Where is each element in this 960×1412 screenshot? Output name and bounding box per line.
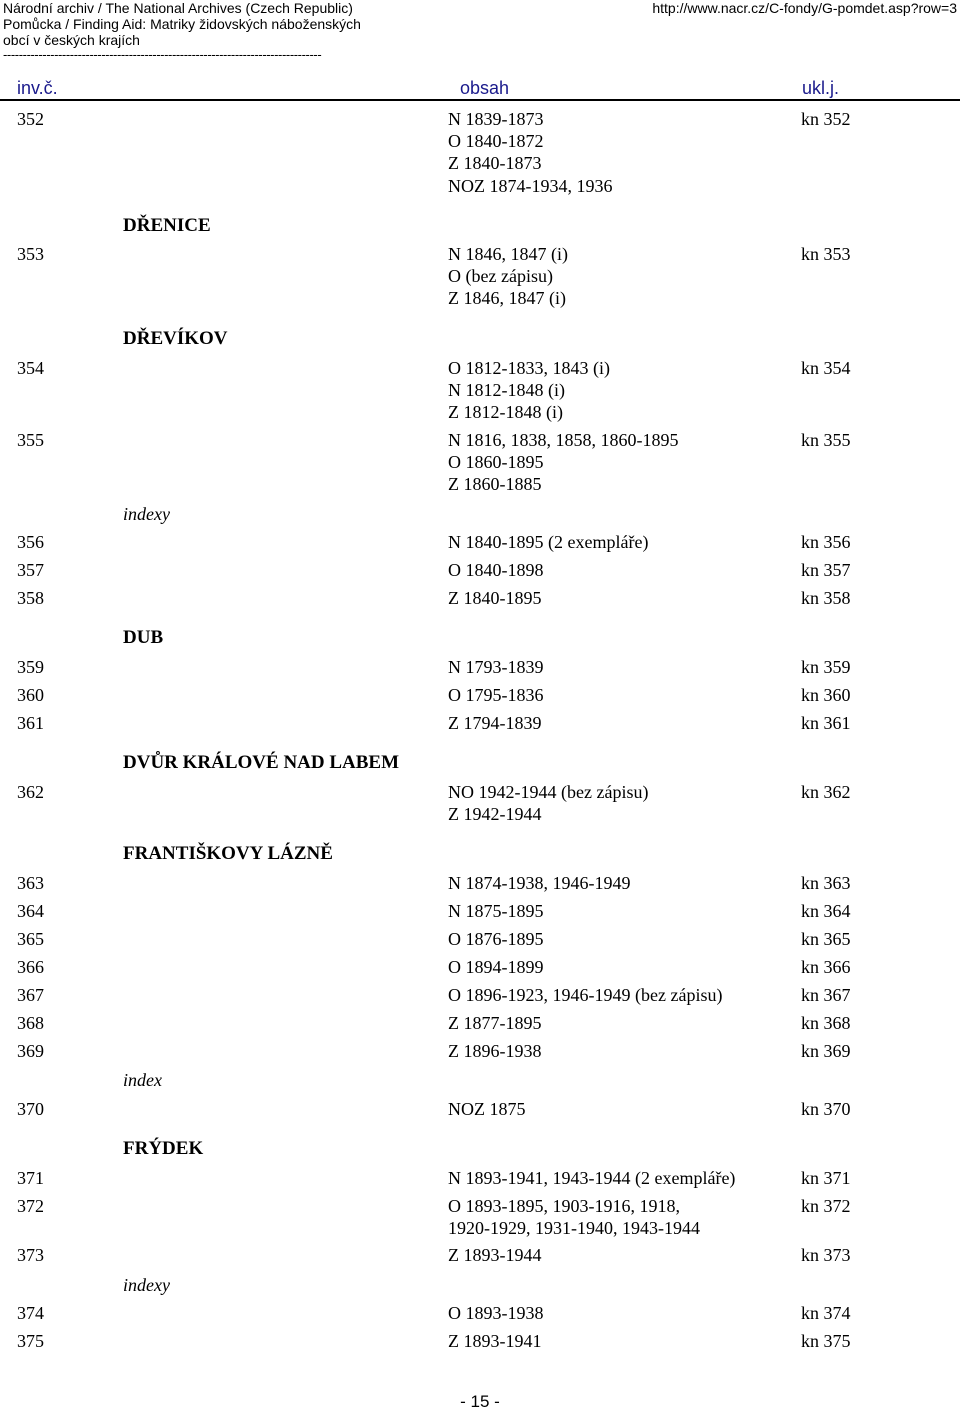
column-header-inv: inv.č.: [17, 78, 58, 98]
storage-unit: kn 364: [801, 901, 851, 921]
storage-unit: kn 354: [801, 358, 851, 378]
content-line: Z 1846, 1847 (i): [448, 288, 566, 308]
storage-unit: kn 355: [801, 430, 851, 450]
content-line: Z 1893-1944: [448, 1245, 542, 1265]
content-line: Z 1840-1873: [448, 153, 542, 173]
inv-number: 355: [17, 430, 44, 450]
inv-number: 366: [17, 957, 44, 977]
storage-unit: kn 353: [801, 244, 851, 264]
content-line: Z 1896-1938: [448, 1041, 542, 1061]
content-line: O 1893-1895, 1903-1916, 1918,: [448, 1196, 680, 1216]
content-line: O 1894-1899: [448, 957, 544, 977]
content-line: O 1876-1895: [448, 929, 544, 949]
content-line: O 1860-1895: [448, 452, 544, 472]
place-heading: DŘENICE: [123, 215, 211, 236]
inv-number: 373: [17, 1245, 44, 1265]
content-line: NOZ 1874-1934, 1936: [448, 176, 613, 196]
content-line: O 1896-1923, 1946-1949 (bez zápisu): [448, 985, 723, 1005]
content-line: Z 1840-1895: [448, 588, 542, 608]
content-line: Z 1893-1941: [448, 1331, 542, 1351]
header-separator: ---------------------------------------------------------------------------------: [3, 47, 322, 62]
content-line: 1920-1929, 1931-1940, 1943-1944: [448, 1218, 700, 1238]
inv-number: 353: [17, 244, 44, 264]
inv-number: 362: [17, 782, 44, 802]
inv-number: 359: [17, 657, 44, 677]
content-line: N 1816, 1838, 1858, 1860-1895: [448, 430, 679, 450]
inv-number: 371: [17, 1168, 44, 1188]
content-line: Z 1877-1895: [448, 1013, 542, 1033]
inv-number: 369: [17, 1041, 44, 1061]
inv-number: 360: [17, 685, 44, 705]
storage-unit: kn 369: [801, 1041, 851, 1061]
archive-title: Národní archiv / The National Archives (Czech Republic): [3, 0, 353, 16]
content-line: N 1840-1895 (2 exempláře): [448, 532, 649, 552]
inv-number: 368: [17, 1013, 44, 1033]
place-heading: FRÝDEK: [123, 1138, 204, 1159]
content-line: N 1793-1839: [448, 657, 544, 677]
content-line: Z 1860-1885: [448, 474, 542, 494]
storage-unit: kn 363: [801, 873, 851, 893]
header-rule: [0, 99, 960, 101]
inv-number: 361: [17, 713, 44, 733]
storage-unit: kn 352: [801, 109, 851, 129]
place-heading: DVŮR KRÁLOVÉ NAD LABEM: [123, 752, 400, 773]
inv-number: 375: [17, 1331, 44, 1351]
index-label: index: [123, 1070, 162, 1090]
content-line: N 1812-1848 (i): [448, 380, 565, 400]
place-heading: FRANTIŠKOVY LÁZNĚ: [123, 843, 333, 864]
storage-unit: kn 368: [801, 1013, 851, 1033]
page-number: - 15 -: [460, 1392, 500, 1411]
index-label: indexy: [123, 1275, 170, 1295]
inv-number: 354: [17, 358, 44, 378]
storage-unit: kn 361: [801, 713, 851, 733]
storage-unit: kn 362: [801, 782, 851, 802]
content-line: N 1893-1941, 1943-1944 (2 exempláře): [448, 1168, 736, 1188]
storage-unit: kn 372: [801, 1196, 851, 1216]
content-line: NO 1942-1944 (bez zápisu): [448, 782, 649, 802]
storage-unit: kn 359: [801, 657, 851, 677]
content-line: Z 1812-1848 (i): [448, 402, 563, 422]
inv-number: 358: [17, 588, 44, 608]
finding-aid-title: Pomůcka / Finding Aid: Matriky židovských náboženských: [3, 16, 361, 32]
storage-unit: kn 360: [801, 685, 851, 705]
content-line: N 1874-1938, 1946-1949: [448, 873, 631, 893]
inv-number: 357: [17, 560, 44, 580]
storage-unit: kn 367: [801, 985, 851, 1005]
column-header-location: ukl.j.: [802, 78, 840, 98]
content-line: Z 1942-1944: [448, 804, 542, 824]
index-label: indexy: [123, 504, 170, 524]
storage-unit: kn 357: [801, 560, 851, 580]
place-heading: DŘEVÍKOV: [123, 328, 228, 349]
content-line: N 1846, 1847 (i): [448, 244, 568, 264]
content-line: NOZ 1875: [448, 1099, 526, 1119]
storage-unit: kn 366: [801, 957, 851, 977]
content-line: O 1795-1836: [448, 685, 544, 705]
storage-unit: kn 373: [801, 1245, 851, 1265]
inv-number: 352: [17, 109, 44, 129]
content-line: O 1893-1938: [448, 1303, 544, 1323]
inv-number: 372: [17, 1196, 44, 1216]
content-line: N 1839-1873: [448, 109, 544, 129]
storage-unit: kn 356: [801, 532, 851, 552]
storage-unit: kn 375: [801, 1331, 851, 1351]
finding-aid-title-cont: obcí v českých krajích: [3, 32, 140, 48]
inv-number: 370: [17, 1099, 44, 1119]
inv-number: 365: [17, 929, 44, 949]
inv-number: 356: [17, 532, 44, 552]
column-header-content: obsah: [460, 78, 510, 98]
storage-unit: kn 371: [801, 1168, 851, 1188]
content-line: O 1840-1872: [448, 131, 544, 151]
source-url: http://www.nacr.cz/C-fondy/G-pomdet.asp?row=3: [652, 0, 957, 16]
content-line: O (bez zápisu): [448, 266, 553, 286]
inv-number: 364: [17, 901, 44, 921]
storage-unit: kn 370: [801, 1099, 851, 1119]
inv-number: 367: [17, 985, 44, 1005]
place-heading: DUB: [123, 627, 164, 648]
storage-unit: kn 365: [801, 929, 851, 949]
inv-number: 374: [17, 1303, 44, 1323]
content-line: N 1875-1895: [448, 901, 544, 921]
storage-unit: kn 374: [801, 1303, 851, 1323]
content-line: O 1840-1898: [448, 560, 544, 580]
content-line: Z 1794-1839: [448, 713, 542, 733]
inv-number: 363: [17, 873, 44, 893]
content-line: O 1812-1833, 1843 (i): [448, 358, 610, 378]
storage-unit: kn 358: [801, 588, 851, 608]
